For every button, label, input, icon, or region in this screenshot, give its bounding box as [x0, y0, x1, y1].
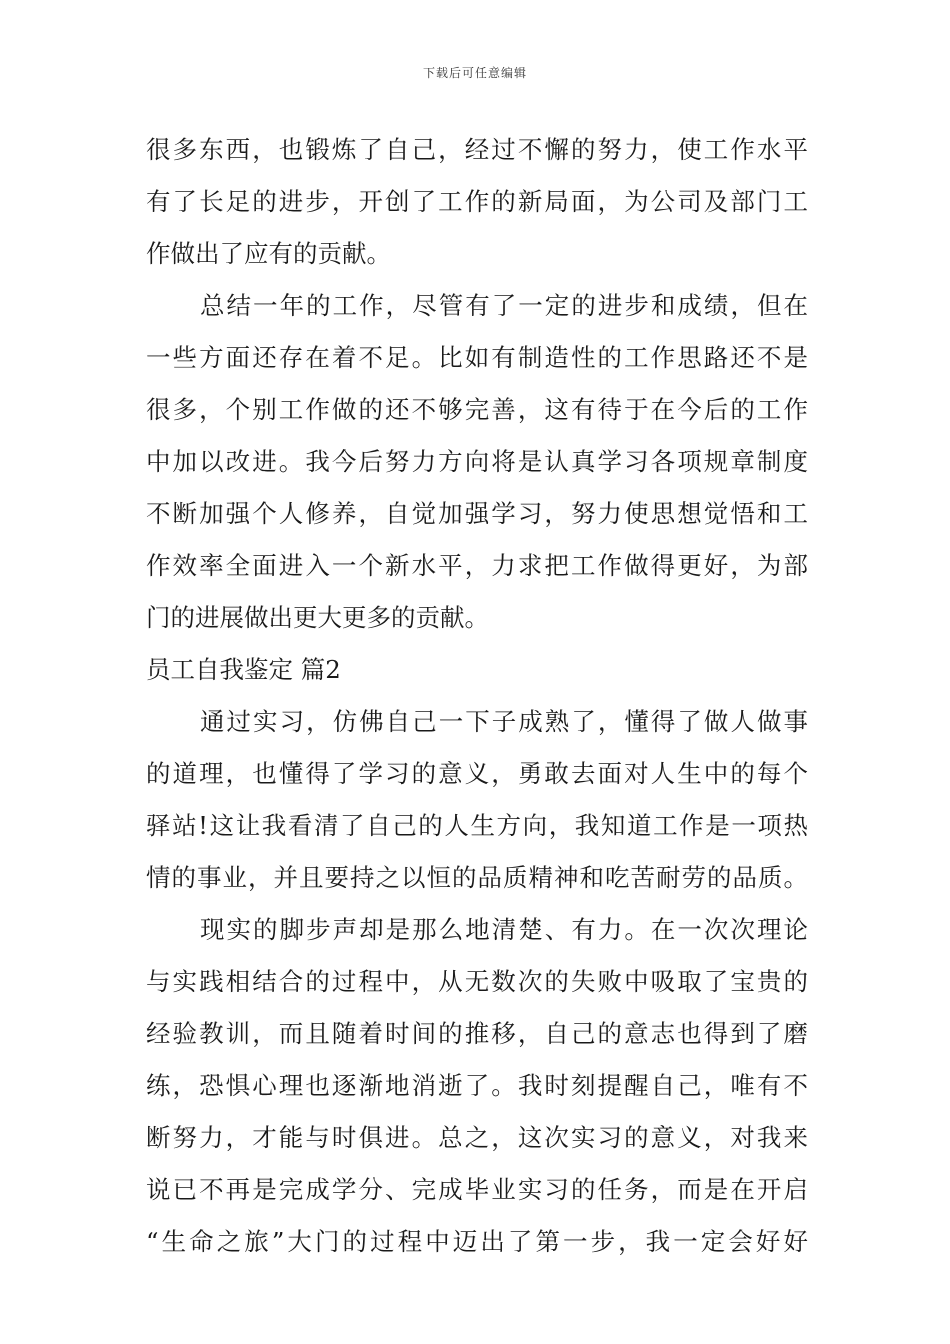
paragraph-line: 断努力，才能与时俱进。总之，这次实习的意义，对我来 — [146, 1123, 808, 1152]
paragraph-line: 总结一年的工作，尽管有了一定的进步和成绩，但在 — [200, 291, 808, 320]
paragraph-line: 驿站!这让我看清了自己的人生方向，我知道工作是一项热 — [146, 811, 808, 840]
paragraph-line: 一些方面还存在着不足。比如有制造性的工作思路还不是 — [146, 343, 808, 372]
paragraph-line: 门的进展做出更大更多的贡献。 — [146, 603, 489, 632]
paragraph-line: 通过实习，仿佛自己一下子成熟了，懂得了做人做事 — [200, 707, 808, 736]
paragraph-line: 不断加强个人修养，自觉加强学习，努力使思想觉悟和工 — [146, 499, 808, 528]
paragraph-line: 的道理，也懂得了学习的意义，勇敢去面对人生中的每个 — [146, 759, 808, 788]
section-heading: 员工自我鉴定 篇2 — [146, 655, 341, 684]
paragraph-line: 说已不再是完成学分、完成毕业实习的任务，而是在开启 — [146, 1175, 808, 1204]
paragraph-line: 很多，个别工作做的还不够完善，这有待于在今后的工作 — [146, 395, 808, 424]
paragraph-line: 作效率全面进入一个新水平，力求把工作做得更好，为部 — [146, 551, 808, 580]
page-header: 下载后可任意编辑 — [422, 66, 527, 80]
document-body — [146, 124, 808, 1268]
paragraph-line: 很多东西，也锻炼了自己，经过不懈的努力，使工作水平 — [146, 135, 808, 164]
paragraph-line: 作做出了应有的贡献。 — [146, 239, 391, 268]
paragraph-line: 有了长足的进步，开创了工作的新局面，为公司及部门工 — [146, 187, 808, 216]
paragraph-line: 经验教训，而且随着时间的推移，自己的意志也得到了磨 — [146, 1019, 808, 1048]
paragraph-line: 中加以改进。我今后努力方向将是认真学习各项规章制度 — [146, 447, 808, 476]
paragraph-line: 现实的脚步声却是那么地清楚、有力。在一次次理论 — [200, 915, 808, 944]
paragraph-line: 练，恐惧心理也逐渐地消逝了。我时刻提醒自己，唯有不 — [146, 1071, 808, 1100]
paragraph-line: “生命之旅”大门的过程中迈出了第一步，我一定会好好 — [146, 1227, 808, 1256]
paragraph-line: 与实践相结合的过程中，从无数次的失败中吸取了宝贵的 — [146, 967, 808, 996]
paragraph-line: 情的事业，并且要持之以恒的品质精神和吃苦耐劳的品质。 — [146, 863, 808, 892]
